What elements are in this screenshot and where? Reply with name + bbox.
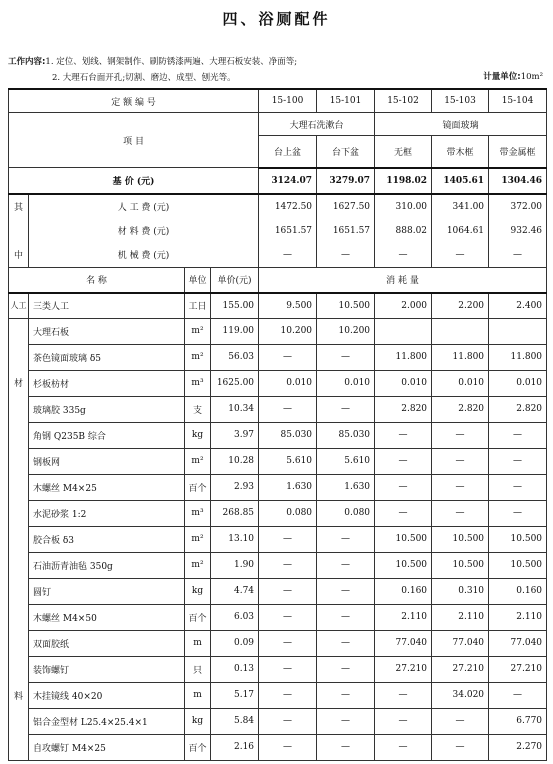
- code-cell: 15-102: [375, 89, 432, 113]
- material-row: [9, 578, 547, 604]
- material-price: 10.28: [211, 448, 259, 474]
- material-cell: 11.800: [489, 344, 547, 370]
- material-name: 装饰螺钉: [29, 656, 185, 682]
- consume-price-header: 单价(元): [211, 267, 259, 293]
- material-price: 10.34: [211, 396, 259, 422]
- subitem-cell: 带木框: [432, 136, 489, 168]
- material-name: 杉板枋材: [29, 370, 185, 396]
- material-cell: 27.210: [489, 656, 547, 682]
- material-cell: 2.820: [432, 396, 489, 422]
- material-cell: 0.010: [375, 370, 432, 396]
- material-cell: —: [317, 578, 375, 604]
- material-price: 0.09: [211, 630, 259, 656]
- consume-name-header: 名 称: [9, 267, 185, 293]
- material-unit: 百个: [185, 474, 211, 500]
- material-name: 大理石板: [29, 318, 185, 344]
- material-name: 胶合板 δ3: [29, 526, 185, 552]
- among-cell: 888.02: [375, 219, 432, 243]
- among-cell: 1627.50: [317, 194, 375, 219]
- material-cell: 0.010: [259, 370, 317, 396]
- material-price: 1625.00: [211, 370, 259, 396]
- base-price-cell: 1405.61: [432, 168, 489, 194]
- material-cell: —: [317, 552, 375, 578]
- quota-table: [8, 88, 547, 761]
- group-header: 镜面玻璃: [375, 113, 547, 136]
- among-label: 人 工 费 (元): [29, 194, 259, 219]
- material-name: 铝合金型材 L25.4×25.4×1: [29, 708, 185, 734]
- work-content-line2: 2. 大理石台面开孔;切割、磨边、成型、刨光等。: [52, 73, 236, 83]
- material-name: 木挂镜线 40×20: [29, 682, 185, 708]
- material-unit: m²: [185, 526, 211, 552]
- material-cell: —: [317, 656, 375, 682]
- material-cell: —: [317, 682, 375, 708]
- material-cell: —: [489, 682, 547, 708]
- material-cell: —: [432, 422, 489, 448]
- material-unit: m³: [185, 370, 211, 396]
- material-cell: [489, 318, 547, 344]
- material-cell: —: [259, 734, 317, 760]
- material-name: 自攻螺钉 M4×25: [29, 734, 185, 760]
- material-cell: 0.080: [259, 500, 317, 526]
- base-price-label: 基 价 (元): [9, 168, 259, 194]
- material-row: [9, 682, 547, 708]
- material-cell: 2.110: [375, 604, 432, 630]
- among-side-blank: [9, 219, 29, 243]
- material-cell: 10.200: [317, 318, 375, 344]
- material-cell: —: [259, 630, 317, 656]
- material-cell: 2.820: [375, 396, 432, 422]
- material-cell: 2.110: [432, 604, 489, 630]
- material-unit: 支: [185, 396, 211, 422]
- material-row: [9, 656, 547, 682]
- material-price: 5.17: [211, 682, 259, 708]
- materials-side: [9, 318, 29, 760]
- subitem-cell: 台下盆: [317, 136, 375, 168]
- labor-cell: 2.400: [489, 293, 547, 319]
- code-cell: 15-104: [489, 89, 547, 113]
- subitem-cell: 带金属框: [489, 136, 547, 168]
- work-content-label: 工作内容:: [8, 57, 46, 67]
- material-cell: —: [375, 500, 432, 526]
- consume-unit-header: 单位: [185, 267, 211, 293]
- among-cell: —: [375, 243, 432, 268]
- material-row: [9, 526, 547, 552]
- material-row: [9, 422, 547, 448]
- material-cell: 5.610: [317, 448, 375, 474]
- material-cell: [375, 318, 432, 344]
- labor-unit: 工日: [185, 293, 211, 319]
- material-row: [9, 630, 547, 656]
- material-cell: —: [259, 578, 317, 604]
- material-cell: 34.020: [432, 682, 489, 708]
- material-cell: —: [489, 500, 547, 526]
- material-cell: —: [375, 708, 432, 734]
- among-label: 材 料 费 (元): [29, 219, 259, 243]
- materials-side-bottom: 料: [13, 692, 23, 702]
- material-cell: 11.800: [375, 344, 432, 370]
- material-cell: —: [375, 682, 432, 708]
- material-cell: 85.030: [259, 422, 317, 448]
- among-side-bottom: 中: [9, 243, 29, 268]
- among-cell: 932.46: [489, 219, 547, 243]
- among-cell: —: [259, 243, 317, 268]
- material-cell: 10.200: [259, 318, 317, 344]
- material-cell: 10.500: [489, 526, 547, 552]
- material-unit: m: [185, 630, 211, 656]
- material-cell: [432, 318, 489, 344]
- material-unit: m²: [185, 448, 211, 474]
- materials-side-top: 材: [13, 379, 23, 389]
- material-cell: 0.010: [432, 370, 489, 396]
- material-name: 木螺丝 M4×25: [29, 474, 185, 500]
- material-row: [9, 734, 547, 760]
- material-price: 0.13: [211, 656, 259, 682]
- material-cell: 0.160: [375, 578, 432, 604]
- material-price: 119.00: [211, 318, 259, 344]
- material-unit: m: [185, 682, 211, 708]
- unit-value: 10m²: [520, 72, 543, 82]
- material-cell: 2.110: [489, 604, 547, 630]
- material-cell: —: [259, 682, 317, 708]
- material-unit: 百个: [185, 604, 211, 630]
- among-cell: —: [432, 243, 489, 268]
- material-row: [9, 552, 547, 578]
- material-cell: 1.630: [317, 474, 375, 500]
- material-name: 圆钉: [29, 578, 185, 604]
- unit-of-measure: [483, 70, 543, 82]
- page-title: 四、浴厕配件: [222, 10, 331, 28]
- material-price: 2.93: [211, 474, 259, 500]
- material-name: 木螺丝 M4×50: [29, 604, 185, 630]
- code-label: 定 额 编 号: [9, 89, 259, 113]
- code-cell: 15-100: [259, 89, 317, 113]
- material-row: [9, 396, 547, 422]
- material-unit: 只: [185, 656, 211, 682]
- material-price: 2.16: [211, 734, 259, 760]
- material-name: 钢板网: [29, 448, 185, 474]
- work-content-text1: 1. 定位、划线、钢架制作、刷防锈漆两遍、大理石板安装、净面等;: [45, 57, 298, 67]
- material-cell: —: [317, 526, 375, 552]
- base-price-cell: 1198.02: [375, 168, 432, 194]
- material-price: 3.97: [211, 422, 259, 448]
- among-cell: 372.00: [489, 194, 547, 219]
- material-name: 水泥砂浆 1:2: [29, 500, 185, 526]
- material-cell: —: [375, 474, 432, 500]
- material-cell: —: [375, 422, 432, 448]
- material-row: [9, 708, 547, 734]
- item-label: 项 目: [9, 113, 259, 168]
- material-cell: —: [317, 396, 375, 422]
- material-row: [9, 448, 547, 474]
- material-unit: kg: [185, 422, 211, 448]
- material-cell: —: [259, 396, 317, 422]
- material-cell: —: [375, 734, 432, 760]
- labor-price: 155.00: [211, 293, 259, 319]
- material-cell: —: [432, 708, 489, 734]
- consume-header: 消 耗 量: [259, 267, 547, 293]
- material-name: 角钢 Q235B 综合: [29, 422, 185, 448]
- material-row: [9, 604, 547, 630]
- material-cell: —: [317, 708, 375, 734]
- material-name: 石油沥青油毡 350g: [29, 552, 185, 578]
- material-cell: —: [489, 448, 547, 474]
- labor-cell: 10.500: [317, 293, 375, 319]
- code-cell: 15-101: [317, 89, 375, 113]
- group-header: 大理石洗漱台: [259, 113, 375, 136]
- material-cell: 0.010: [489, 370, 547, 396]
- labor-cell: 9.500: [259, 293, 317, 319]
- material-cell: —: [375, 448, 432, 474]
- material-unit: m²: [185, 318, 211, 344]
- material-cell: —: [432, 500, 489, 526]
- material-cell: —: [259, 604, 317, 630]
- material-cell: —: [489, 422, 547, 448]
- material-row: [9, 474, 547, 500]
- material-cell: 27.210: [375, 656, 432, 682]
- code-cell: 15-103: [432, 89, 489, 113]
- among-cell: 341.00: [432, 194, 489, 219]
- material-cell: 0.010: [317, 370, 375, 396]
- material-row: [9, 344, 547, 370]
- material-cell: —: [489, 474, 547, 500]
- material-name: 玻璃胶 335g: [29, 396, 185, 422]
- material-name: 双面胶纸: [29, 630, 185, 656]
- material-cell: —: [317, 344, 375, 370]
- material-cell: 10.500: [432, 526, 489, 552]
- material-cell: 10.500: [375, 526, 432, 552]
- material-cell: 6.770: [489, 708, 547, 734]
- material-cell: 2.820: [489, 396, 547, 422]
- material-cell: —: [317, 604, 375, 630]
- work-content-line1: [8, 55, 297, 67]
- material-cell: 77.040: [375, 630, 432, 656]
- material-cell: —: [259, 344, 317, 370]
- material-cell: —: [432, 474, 489, 500]
- material-cell: 0.310: [432, 578, 489, 604]
- base-price-cell: 1304.46: [489, 168, 547, 194]
- material-row: [9, 500, 547, 526]
- material-cell: 10.500: [489, 552, 547, 578]
- material-price: 5.84: [211, 708, 259, 734]
- among-label: 机 械 费 (元): [29, 243, 259, 268]
- material-row: [9, 370, 547, 396]
- material-cell: —: [259, 552, 317, 578]
- among-cell: 310.00: [375, 194, 432, 219]
- material-unit: m³: [185, 500, 211, 526]
- material-unit: 百个: [185, 734, 211, 760]
- labor-cell: 2.200: [432, 293, 489, 319]
- subitem-cell: 无框: [375, 136, 432, 168]
- base-price-cell: 3279.07: [317, 168, 375, 194]
- material-cell: 0.160: [489, 578, 547, 604]
- base-price-cell: 3124.07: [259, 168, 317, 194]
- unit-label: 计量单位:: [483, 72, 521, 82]
- among-cell: —: [317, 243, 375, 268]
- material-row: [9, 318, 547, 344]
- material-cell: —: [259, 526, 317, 552]
- subitem-cell: 台上盆: [259, 136, 317, 168]
- material-unit: m²: [185, 344, 211, 370]
- material-cell: —: [432, 734, 489, 760]
- material-cell: —: [317, 630, 375, 656]
- labor-side: 人工: [9, 293, 29, 319]
- material-unit: m²: [185, 552, 211, 578]
- material-cell: 77.040: [489, 630, 547, 656]
- material-cell: 85.030: [317, 422, 375, 448]
- material-cell: 2.270: [489, 734, 547, 760]
- among-cell: 1472.50: [259, 194, 317, 219]
- material-price: 13.10: [211, 526, 259, 552]
- material-cell: 0.080: [317, 500, 375, 526]
- material-cell: 11.800: [432, 344, 489, 370]
- among-cell: 1651.57: [259, 219, 317, 243]
- material-cell: 10.500: [432, 552, 489, 578]
- material-cell: 10.500: [375, 552, 432, 578]
- material-cell: 77.040: [432, 630, 489, 656]
- material-price: 268.85: [211, 500, 259, 526]
- material-cell: 5.610: [259, 448, 317, 474]
- material-cell: —: [317, 734, 375, 760]
- material-price: 1.90: [211, 552, 259, 578]
- material-price: 4.74: [211, 578, 259, 604]
- labor-cell: 2.000: [375, 293, 432, 319]
- material-unit: kg: [185, 578, 211, 604]
- material-price: 56.03: [211, 344, 259, 370]
- labor-name: 三类人工: [29, 293, 185, 319]
- among-cell: 1064.61: [432, 219, 489, 243]
- among-cell: —: [489, 243, 547, 268]
- among-side-top: 其: [9, 194, 29, 219]
- material-name: 茶色镜面玻璃 δ5: [29, 344, 185, 370]
- material-cell: 27.210: [432, 656, 489, 682]
- material-cell: 1.630: [259, 474, 317, 500]
- among-cell: 1651.57: [317, 219, 375, 243]
- material-unit: kg: [185, 708, 211, 734]
- material-cell: —: [259, 708, 317, 734]
- material-cell: —: [259, 656, 317, 682]
- material-price: 6.03: [211, 604, 259, 630]
- material-cell: —: [432, 448, 489, 474]
